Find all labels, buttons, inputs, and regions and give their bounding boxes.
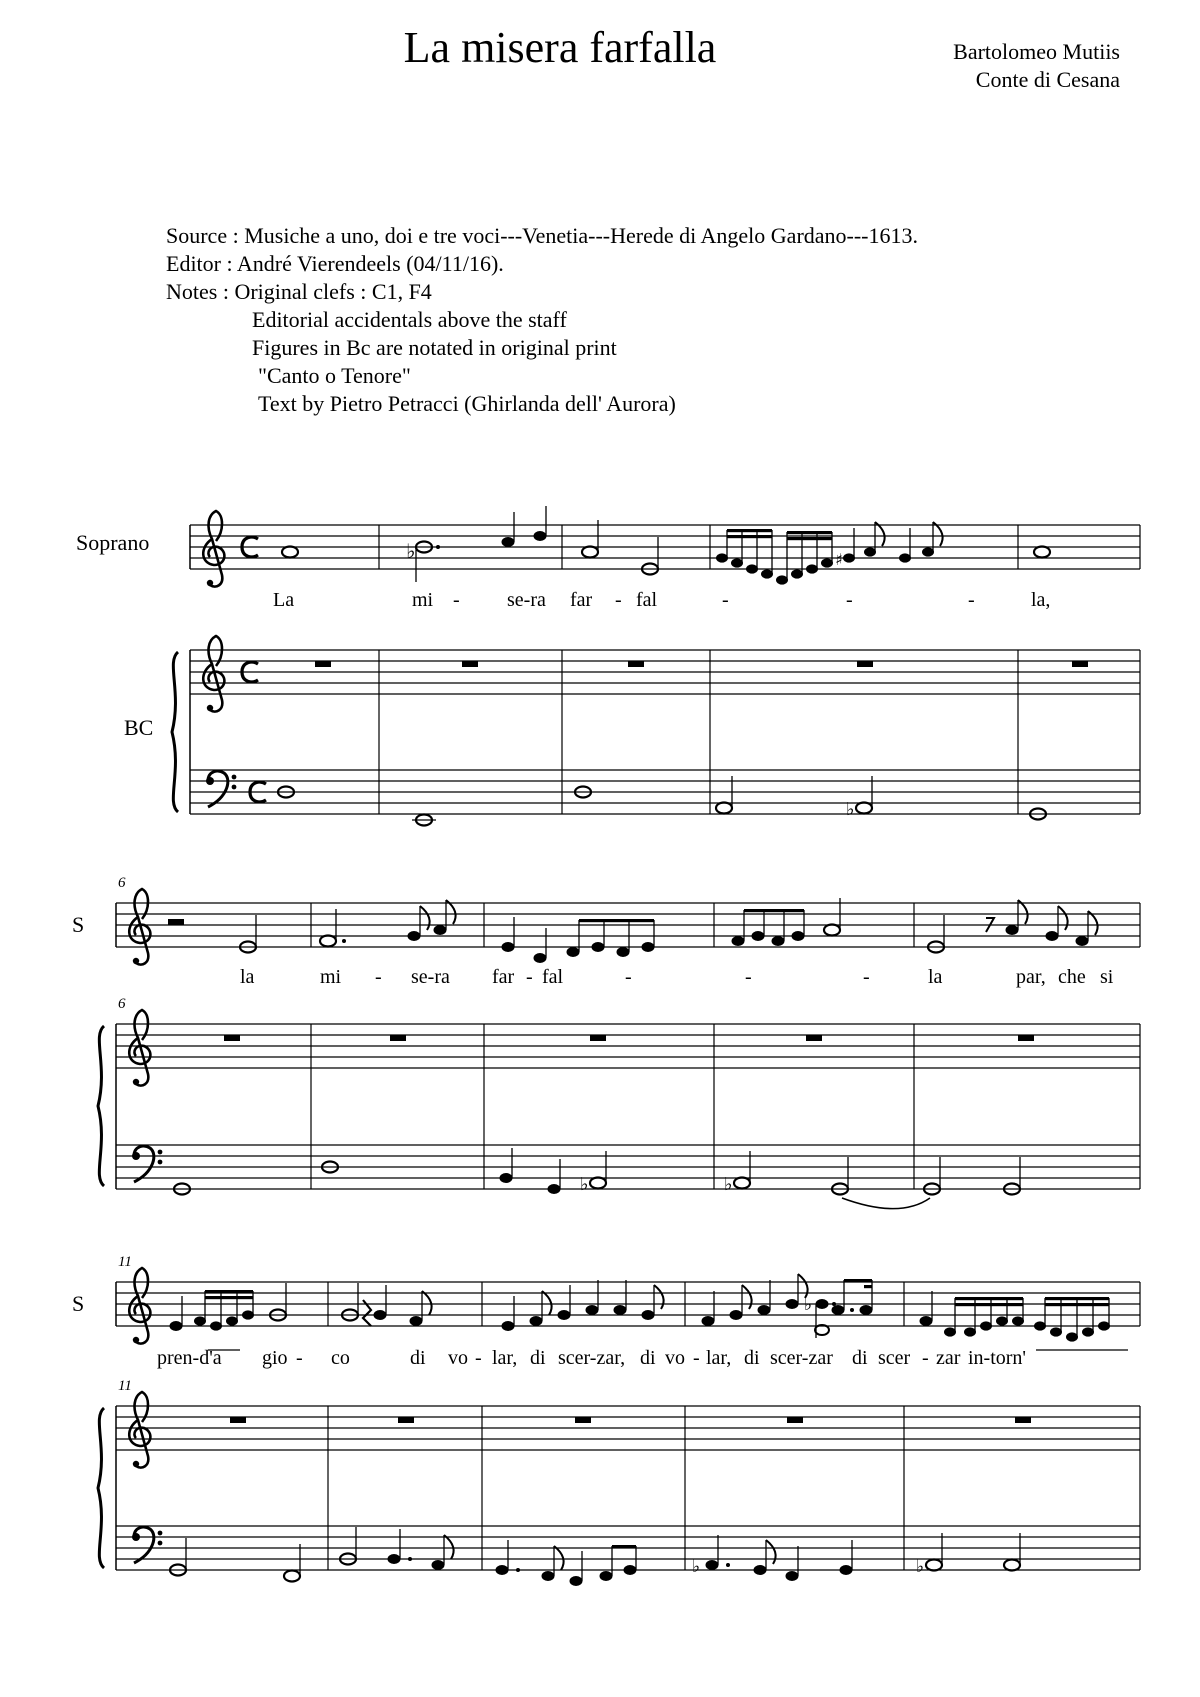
soprano-staff (190, 506, 1140, 587)
notes-figures: Figures in Bc are notated in original print (252, 335, 617, 360)
svg-text:se-ra: se-ra (411, 966, 450, 988)
svg-text:di: di (530, 1347, 546, 1369)
svg-text:lar,: lar, (492, 1347, 518, 1369)
svg-text:♯: ♯ (835, 550, 843, 569)
svg-text:co: co (331, 1347, 350, 1369)
svg-text:♭: ♭ (406, 539, 416, 563)
bc-bass-staff (190, 770, 1140, 826)
notes-accidentals: Editorial accidentals above the staff (252, 307, 567, 332)
bc-treble-staff (190, 636, 1140, 712)
svg-text:♭: ♭ (580, 1174, 589, 1195)
svg-text:-: - (745, 966, 752, 988)
svg-text:scer-zar: scer-zar (770, 1347, 833, 1369)
voice-label-s-3: S (72, 1291, 85, 1316)
svg-text:fal: fal (542, 966, 564, 988)
svg-text:-: - (922, 1347, 929, 1369)
svg-text:pren-d'a: pren-d'a (157, 1347, 222, 1369)
svg-text:scer: scer (878, 1347, 911, 1369)
svg-text:-: - (475, 1347, 482, 1369)
svg-text:scer-zar,: scer-zar, (558, 1347, 626, 1369)
bc-bass-staff-3 (116, 1526, 1140, 1586)
measure-number-6-bc: 6 (118, 996, 126, 1012)
svg-text:far: far (570, 589, 593, 611)
svg-text:lar,: lar, (706, 1347, 732, 1369)
svg-text:la,: la, (1031, 589, 1051, 611)
system-1 (76, 506, 1140, 826)
svg-text:gio: gio (262, 1347, 288, 1369)
svg-text:far: far (492, 966, 515, 988)
measure-number-6: 6 (118, 875, 126, 891)
svg-text:mi: mi (412, 589, 434, 611)
voice-label-s-2: S (72, 912, 85, 937)
editor-line: Editor : André Vierendeels (04/11/16). (166, 251, 504, 276)
source-line: Source : Musiche a uno, doi e tre voci---Venetia---Herede di Angelo Gardano---1613. (166, 223, 919, 248)
svg-text:♭: ♭ (692, 1557, 701, 1577)
svg-text:♭: ♭ (724, 1174, 733, 1195)
soprano-staff-3 (116, 1268, 1140, 1350)
svg-text:in-torn': in-torn' (968, 1347, 1027, 1369)
composer-title: Conte di Cesana (975, 67, 1120, 92)
svg-text:La: La (273, 589, 295, 611)
svg-text:♭: ♭ (916, 1557, 925, 1577)
measure-number-11: 11 (118, 1254, 132, 1270)
soprano-lyrics-3 (157, 1347, 1026, 1369)
svg-text:se-ra: se-ra (507, 589, 546, 611)
svg-text:di: di (640, 1347, 656, 1369)
svg-text:-: - (375, 966, 382, 988)
system-1-barlines (190, 650, 1140, 814)
svg-text:par,: par, (1016, 966, 1046, 988)
system-2-barlines (116, 1024, 1140, 1189)
svg-text:-: - (526, 966, 533, 988)
svg-text:la: la (928, 966, 943, 988)
svg-text:-: - (722, 589, 729, 611)
svg-text:zar: zar (936, 1347, 961, 1369)
voice-label-soprano: Soprano (76, 530, 150, 555)
svg-text:-: - (863, 966, 870, 988)
svg-text:che: che (1058, 966, 1086, 988)
svg-text:-: - (968, 589, 975, 611)
svg-text:la: la (240, 966, 255, 988)
svg-text:-: - (296, 1347, 303, 1369)
measure-number-11-bc: 11 (118, 1378, 132, 1394)
svg-text:di: di (410, 1347, 426, 1369)
svg-text:mi: mi (320, 966, 342, 988)
bc-treble-staff-3 (116, 1392, 1140, 1468)
notes-voice: "Canto o Tenore" (258, 363, 411, 388)
svg-text:si: si (1100, 966, 1114, 988)
composer-name: Bartolomeo Mutiis (953, 39, 1120, 64)
notes-line: Notes : Original clefs : C1, F4 (166, 279, 432, 304)
svg-text:-: - (615, 589, 622, 611)
svg-text:vo: vo (448, 1347, 468, 1369)
soprano-lyrics-2 (240, 966, 1114, 988)
soprano-lyrics-1 (273, 589, 1050, 611)
svg-text:di: di (852, 1347, 868, 1369)
svg-text:♭: ♭ (804, 1295, 813, 1315)
svg-text:♭: ♭ (846, 799, 855, 820)
bc-bass-staff-2 (116, 1145, 1140, 1209)
piece-title: La misera farfalla (403, 23, 717, 72)
bc-treble-staff-2 (116, 1010, 1140, 1086)
system-2 (72, 875, 1140, 1209)
svg-text:-: - (846, 589, 853, 611)
svg-text:-: - (625, 966, 632, 988)
bc-label: BC (124, 715, 154, 740)
svg-text:-: - (693, 1347, 700, 1369)
system-3 (72, 1254, 1140, 1586)
svg-text:vo: vo (665, 1347, 685, 1369)
svg-text:di: di (744, 1347, 760, 1369)
svg-text:-: - (453, 589, 460, 611)
svg-text:fal: fal (636, 589, 658, 611)
soprano-staff-2 (116, 889, 1140, 965)
notes-text-author: Text by Pietro Petracci (Ghirlanda dell' Aurora) (258, 391, 676, 416)
